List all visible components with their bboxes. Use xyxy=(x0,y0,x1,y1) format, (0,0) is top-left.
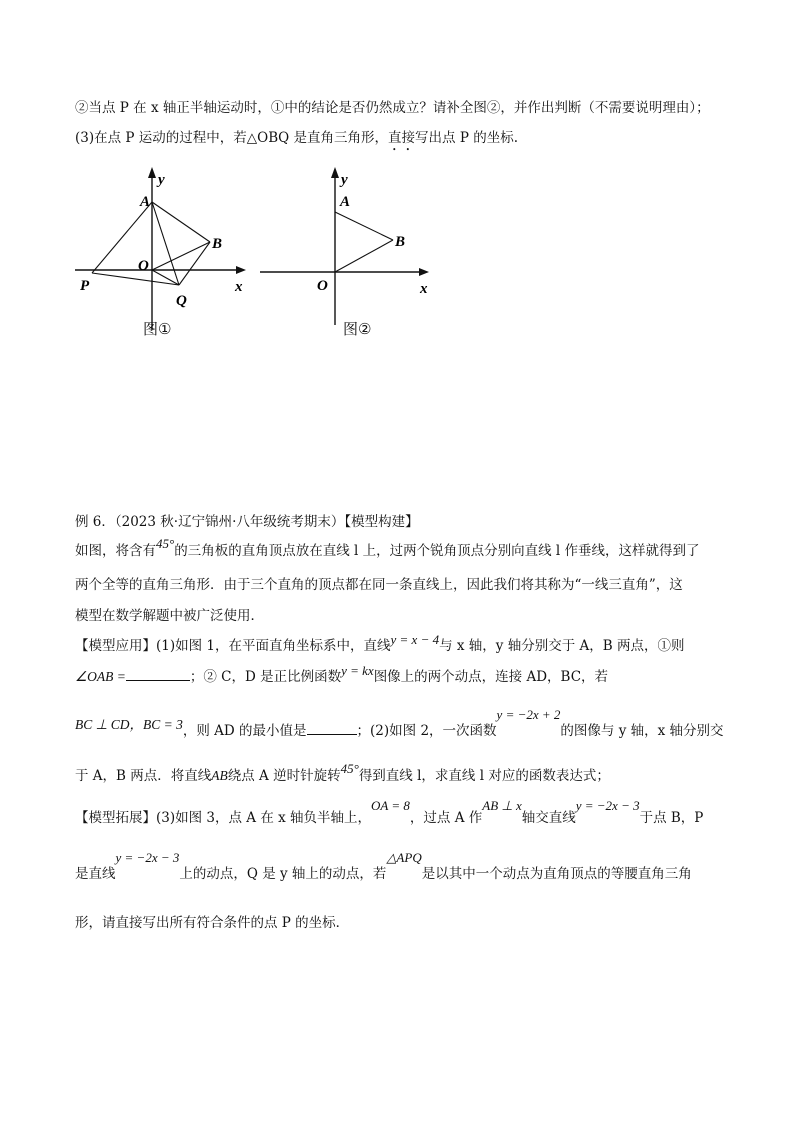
figure-1-caption: 图① xyxy=(143,320,172,338)
answer-blank-angle[interactable] xyxy=(126,666,190,681)
fig1-label-O: O xyxy=(138,258,149,274)
figure-2-caption: 图② xyxy=(343,320,372,338)
fig1-label-B: B xyxy=(212,236,223,252)
app-a: 【模型应用】(1)如图 1，在平面直角坐标系中，直线 xyxy=(75,638,391,654)
part3-post: 写出点 P 的坐标. xyxy=(415,130,518,146)
fig1-label-A: A xyxy=(140,194,151,210)
eq-y-x-4: y = x − 4 xyxy=(390,632,440,647)
extension-line xyxy=(75,798,704,828)
fig2-label-O: O xyxy=(317,278,328,294)
example6-para1 xyxy=(75,536,700,561)
ext-a: 【模型拓展】(3)如图 3，点 A 在 x 轴负半轴上， xyxy=(75,810,372,826)
p1-a: 如图，将含有 xyxy=(75,543,156,559)
question-part2: ②当点 P 在 x 轴正半轴运动时，①中的结论是否仍然成立？请补全图②，并作出判断（不需要说明理由）； xyxy=(75,100,710,116)
ext-c: 轴交直线 xyxy=(521,810,576,826)
rot-ab: AB xyxy=(211,768,228,783)
angle-c: 图像上的两个动点，连接 AD，BC，若 xyxy=(373,669,609,685)
last-line xyxy=(75,850,692,884)
p1-b: 的三角板的直角顶点放在直线 l 上，过两个锐角顶点分别向直线 l 作垂线，这样就得到了 xyxy=(174,543,700,559)
app-b: 与 x 轴，y 轴分别交于 A，B 两点，①则 xyxy=(439,638,685,654)
eq-y-neg2x-3-b: y = −2x − 3 xyxy=(115,850,180,865)
min-a: ，则 AD 的最小值是 xyxy=(182,723,307,739)
fig2-label-B: B xyxy=(395,234,406,250)
fig1-label-x: x xyxy=(235,279,243,295)
rotate-line xyxy=(75,761,610,786)
fig1-label-y: y xyxy=(158,172,165,188)
example6-para3: 模型在数学解题中被广泛使用． xyxy=(75,608,264,624)
last-a: 是直线 xyxy=(75,866,116,882)
last-c: 是以其中一个动点为直角顶点的等腰直角三角 xyxy=(421,866,692,882)
fig2-label-y: y xyxy=(341,172,348,188)
example6-para2: 两个全等的直角三角形．由于三个直角的顶点都在同一条直线上，因此我们将其称为“一线三直角”，这 xyxy=(75,577,683,593)
fig1-label-P: P xyxy=(80,278,90,294)
part3-pre: (3)在点 P 运动的过程中，若△OBQ 是直角三角形， xyxy=(75,130,389,146)
question-part3 xyxy=(75,128,518,154)
rot-degree: 45° xyxy=(340,761,359,776)
min-line xyxy=(75,707,724,741)
rot-c: 得到直线 l，求直线 l 对应的函数表达式； xyxy=(358,768,610,784)
ext-b: ，过点 A 作 xyxy=(409,810,483,826)
rot-a: 于 A，B 两点．将直线 xyxy=(75,768,212,784)
eq-y-neg2x-2: y = −2x + 2 xyxy=(496,707,561,722)
min-c: 的图像与 y 轴，x 轴分别交 xyxy=(560,723,724,739)
answer-blank-min[interactable] xyxy=(307,720,357,735)
model-application-line xyxy=(75,632,685,656)
part3-emphasis: 直接 xyxy=(388,130,416,146)
final-line: 形，请直接写出所有符合条件的点 P 的坐标． xyxy=(75,915,350,931)
min-b: ；(2)如图 2，一次函数 xyxy=(356,723,497,739)
eq-y-kx: y = kx xyxy=(341,663,374,678)
fig2-label-x: x xyxy=(420,281,428,297)
eq-y-neg2x-3: y = −2x − 3 xyxy=(575,798,640,813)
ab-perp-x: AB ⊥ x xyxy=(482,798,522,813)
p1-degree: 45° xyxy=(156,536,175,551)
eq-oa-8: OA = 8 xyxy=(371,798,410,813)
rot-b: 绕点 A 逆时针旋转 xyxy=(227,768,341,784)
example6-header: 例 6．（2023 秋·辽宁锦州·八年级统考期末）【模型构建】 xyxy=(75,514,419,530)
angle-line xyxy=(75,663,609,687)
fig2-label-A: A xyxy=(340,194,351,210)
triangle-apq: △APQ xyxy=(386,850,422,865)
fig1-label-Q: Q xyxy=(176,293,187,309)
angle-oab: ∠OAB = xyxy=(75,669,126,684)
condition-bc-cd: BC ⊥ CD，BC = 3 xyxy=(75,717,183,732)
ext-d: 于点 B，P xyxy=(639,810,704,826)
angle-b: ；② C，D 是正比例函数 xyxy=(189,669,342,685)
last-b: 上的动点，Q 是 y 轴上的动点，若 xyxy=(179,866,387,882)
